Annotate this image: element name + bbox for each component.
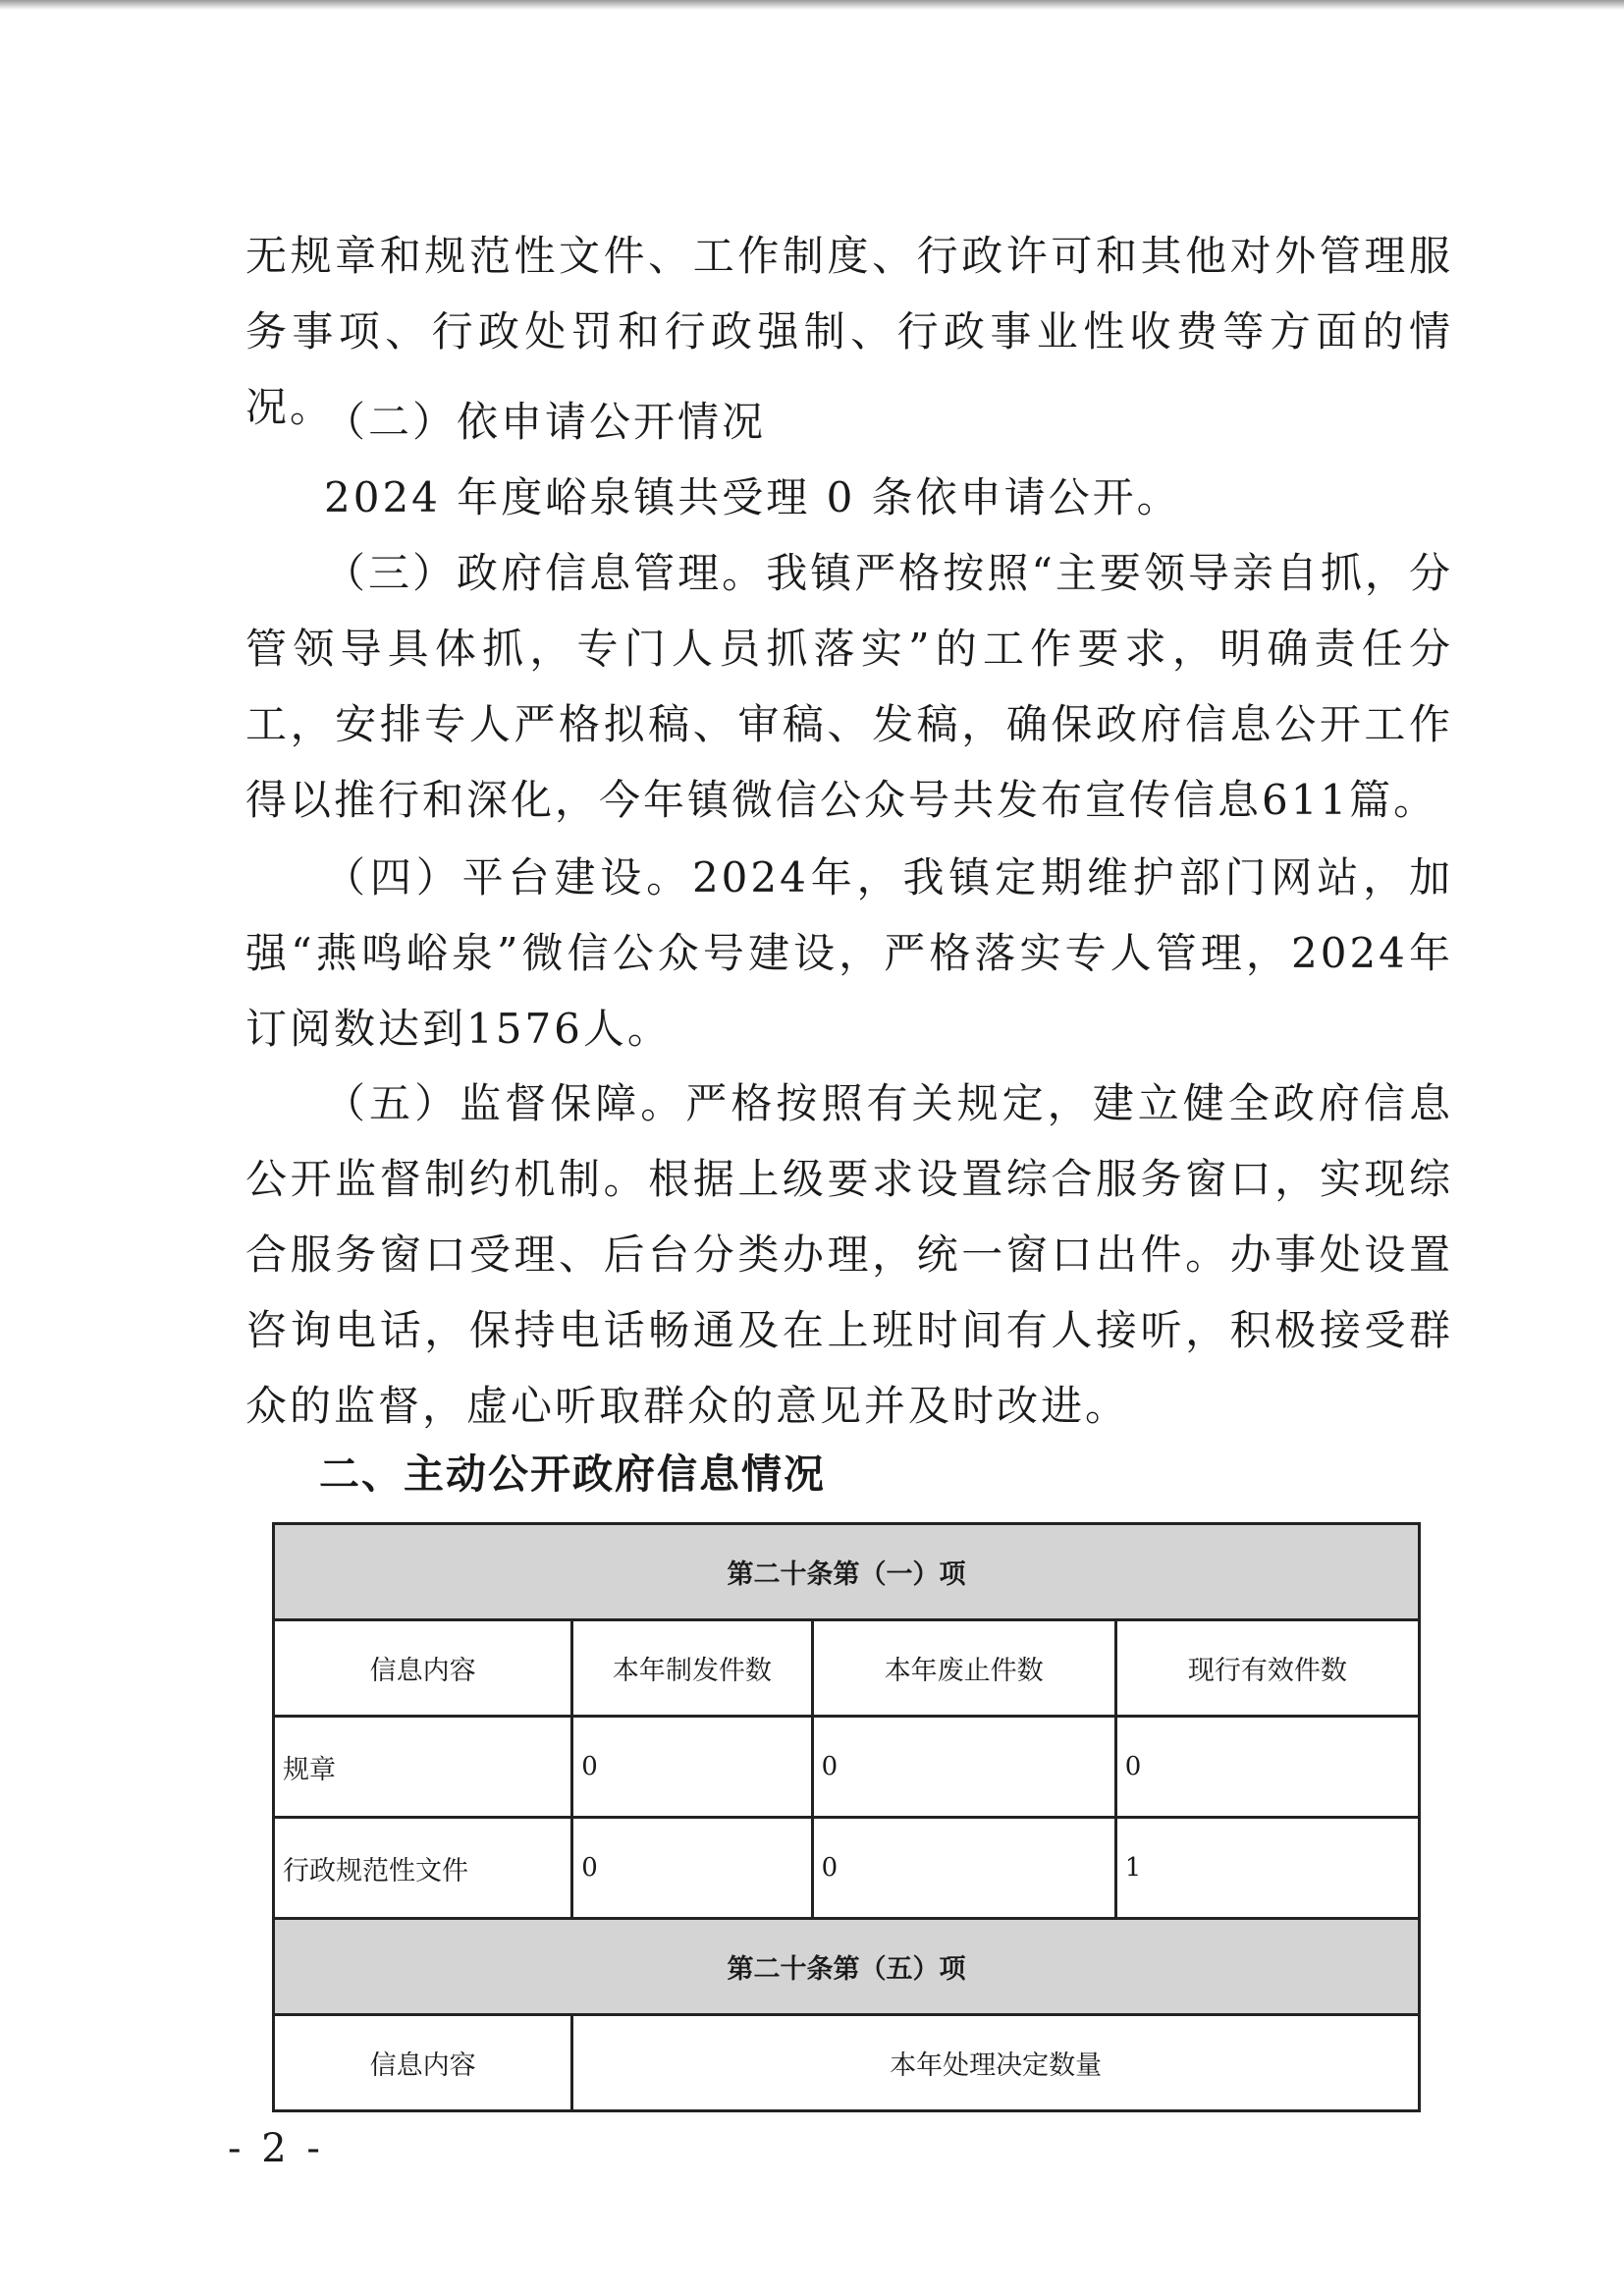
table-row-label: 行政规范性文件 [274,1818,572,1919]
table-header-cell: 现行有效件数 [1115,1620,1419,1717]
paragraph-application-count: 2024 年度峪泉镇共受理 0 条依申请公开。 [324,473,1181,521]
table-header-cell: 本年制发件数 [572,1620,812,1717]
table-cell: 0 [572,1717,812,1818]
table-section-title: 第二十条第（五）项 [274,1919,1420,2015]
table-header-cell: 信息内容 [274,1620,572,1717]
table-cell: 0 [1115,1717,1419,1818]
table-row [274,1524,1420,1620]
table-row [274,1717,1420,1818]
table-header-cell: 本年废止件数 [812,1620,1115,1717]
paragraph-supervision: （五）监督保障。严格按照有关规定，建立健全政府信息公开监督制约机制。根据上级要求设置综合服务窗口，实现综合服务窗口受理、后台分类办理，统一窗口出件。办事处设置咨询电话，保持电话畅通及在上班时间有人接听，积极接受群众的监督，虚心听取群众的意见并及时改进。 [245,1079,1453,1430]
section-heading: 二、主动公开政府信息情况 [319,1450,826,1498]
table-row [274,1818,1420,1919]
subheading-application-disclosure: （二）依申请公开情况 [324,398,767,446]
table-row [274,1620,1420,1717]
table-cell: 0 [812,1818,1115,1919]
table-header-cell: 信息内容 [274,2015,572,2111]
table-header-cell: 本年处理决定数量 [572,2015,1420,2111]
paragraph-continuation: 无规章和规范性文件、工作制度、行政许可和其他对外管理服务事项、行政处罚和行政强制、行政事业性收费等方面的情况。 [245,232,1453,431]
disclosure-table [272,1522,1421,2112]
table-row-label: 规章 [274,1717,572,1818]
table-section-title: 第二十条第（一）项 [274,1524,1420,1620]
table-row [274,1919,1420,2015]
table-cell: 0 [572,1818,812,1919]
table-cell: 0 [812,1717,1115,1818]
table-cell: 1 [1115,1818,1419,1919]
paragraph-info-management: （三）政府信息管理。我镇严格按照“主要领导亲自抓，分管领导具体抓，专门人员抓落实”的工作要求，明确责任分工，安排专人严格拟稿、审稿、发稿，确保政府信息公开工作得以推行和深化，今年镇微信公众号共发布宣传信息611篇。 [245,549,1453,824]
scan-edge [0,0,1624,10]
table-row [274,2015,1420,2111]
paragraph-platform-building: （四）平台建设。2024年，我镇定期维护部门网站，加强“燕鸣峪泉”微信公众号建设，严格落实专人管理，2024年订阅数达到1576人。 [245,853,1453,1053]
page-number: - 2 - [228,2126,324,2171]
